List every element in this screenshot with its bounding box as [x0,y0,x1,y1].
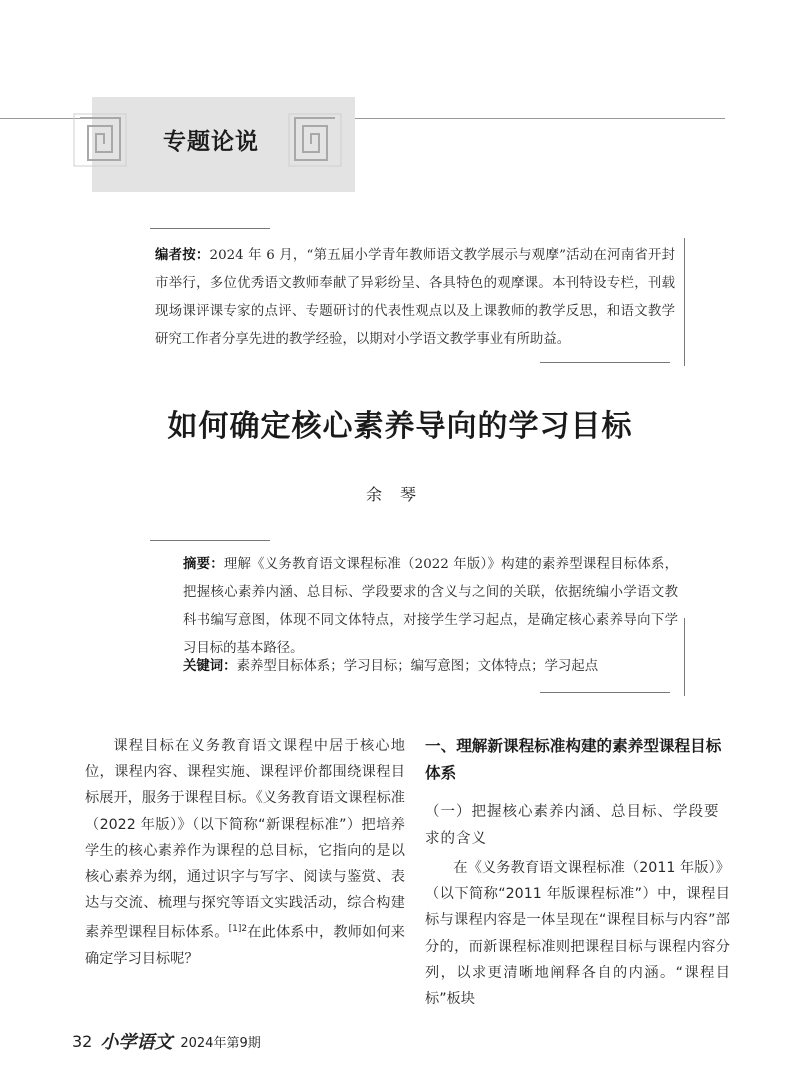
citation-mark: [1]2 [228,924,248,935]
keywords-text: 素养型目标体系；学习目标；编写意图；文体特点；学习起点 [236,659,599,674]
fret-ornament-left-icon [70,110,130,170]
keywords-label: 关键词： [183,659,237,674]
abstract-rule-right [684,618,685,696]
body-paragraph-text: 课程目标在义务教育语文课程中居于核心地位，课程内容、课程实施、课程评价都围绕课程目标展开，服务于课程目标。《义务教育语文课程标准（2022 年版）》（以下简称“新课程标准”）把培养学生的核心素养作为课程的总目标，它指向的是以核心素养为纲，通过识字与写字、阅读与鉴赏、表达与交流、梳理与探究等语文实践活动，综合构建素养型课程目标体系。 [85,738,405,942]
body-paragraph [85,733,405,973]
note-rule-right [684,238,685,366]
abstract-rule-top [150,540,270,541]
editor-note-text: 2024 年 6 月，“第五届小学青年教师语文教学展示与观摩”活动在河南省开封市举行，多位优秀语文教师奉献了异彩纷呈、各具特色的观摩课。本刊特设专栏，刊载现场课评课专家的点评、专题研讨的代表性观点以及上课教师的教学反思，和语文教学研究工作者分享先进的教学经验，以期对小学语文教学事业有所助益。 [155,248,676,347]
page-footer [72,1028,261,1054]
section-heading-2: （一）把握核心素养内涵、总目标、学段要求的含义 [425,804,720,847]
body-right-column [425,733,730,1012]
fret-ornament-right-icon [285,110,345,170]
editor-note-label: 编者按： [155,248,210,263]
editor-note [155,242,675,354]
journal-name: 小学语文 [100,1032,173,1053]
abstract [183,551,678,663]
issue-label: 2024年第9期 [180,1035,261,1051]
note-rule-top [150,228,270,229]
section-title: 专题论说 [163,129,259,155]
note-rule-bottom [540,362,670,363]
abstract-rule-bottom [540,692,670,693]
article-author: 余琴 [365,485,434,504]
page-number: 32 [72,1031,93,1051]
body-paragraph-right: 在《义务教育语文课程标准（2011 年版）》（以下简称“2011 年版课程标准”）中，课程目标与课程内容是一体呈现在“课程目标与内容”部分的，而新课程标准则把课程目标与课程内容分列，以求更清晰地阐释各自的内涵。“课程目标”板块 [425,860,730,1008]
keywords [183,653,678,681]
body-left-column [85,733,405,973]
article-title: 如何确定核心素养导向的学习目标 [167,409,633,444]
body-paragraph-tail: 在此体系中，教师如何来确定学习目标呢？ [85,925,405,968]
abstract-label: 摘要： [183,557,224,572]
abstract-text: 理解《义务教育语文课程标准（2022 年版）》构建的素养型课程目标体系，把握核心素养内涵、总目标、学段要求的含义与之间的关联，依据统编小学语文教科书编写意图，体现不同文体特点，对接学生学习起点，是确定核心素养导向下学习目标的基本路径。 [183,557,678,656]
section-heading-1: 一、理解新课程标准构建的素养型课程目标体系 [425,737,722,782]
